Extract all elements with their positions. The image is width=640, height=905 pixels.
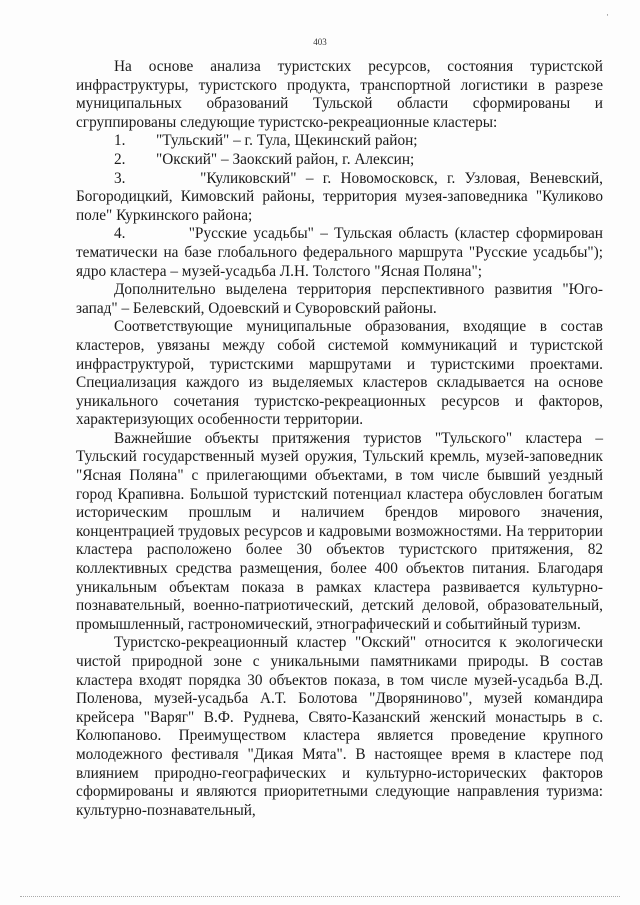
cluster-text: "Тульский" – г. Тула, Щекинский район; <box>156 132 418 150</box>
cluster-item <box>76 132 603 151</box>
cluster-number: 1. <box>114 132 126 150</box>
document-body <box>76 58 603 820</box>
scan-edge <box>20 894 620 897</box>
cluster-item-4 <box>76 225 603 281</box>
scan-mark: · <box>606 10 609 20</box>
cluster-item <box>76 151 603 170</box>
body-paragraph: Дополнительно выделена территория перспективного развития "Юго-запад" – Белевский, Одоевский и Суворовский районы. <box>76 281 603 317</box>
body-paragraph: Туристско-рекреационный кластер "Окский" относится к экологически чистой природной зоне с уникальными памятниками природы. В состав кластера входят порядка 30 объектов показа, в том числе музей-усадьба В.Д. Поленова, музей-усадьба А.Т. Болотова "Дворяниново", музей командира крейсера "Варяг" В.Ф. Руднева, Свято-Казанский женский монастырь в с. Колюпаново. Преимуществом кластера является проведение крупного молодежного фестиваля "Дикая Мята". В настоящее время в кластере под влиянием природно-географических и культурно-исторических факторов сформированы и являются приоритетными следующие направления туризма: культурно-познавательный, <box>76 634 603 819</box>
cluster-item-3 <box>76 170 603 226</box>
cluster-text: "Куликовский" – г. Новомосковск, г. Узловая, Веневский, Богородицкий, Кимовский районы, территория музея-заповедника "Куликово поле" Куркинского района; <box>76 169 604 224</box>
page-number: 403 <box>313 37 327 47</box>
intro-paragraph: На основе анализа туристских ресурсов, состояния туристской инфраструктуры, туристского продукта, транспортной логистики в разрезе муниципальных образований Тульской области сформированы и сгруппированы следующие туристско-рекреационные кластеры: <box>76 58 603 131</box>
cluster-number: 3. <box>114 169 126 187</box>
body-paragraph: Соответствующие муниципальные образования, входящие в состав кластеров, увязаны между собой системой коммуникаций и туристской инфраструктурой, туристскими маршрутами и туристскими проектами. Специализация каждого из выделяемых кластеров складывается на основе уникального сочетания туристско-рекреационных ресурсов и факторов, характеризующих особенности территории. <box>76 318 603 429</box>
cluster-text: "Окский" – Заокский район, г. Алексин; <box>156 150 415 168</box>
body-paragraph: Важнейшие объекты притяжения туристов "Тульского" кластера – Тульский государственный музей оружия, Тульский кремль, музей-заповедник "Ясная Поляна" с прилегающими объектами, в том числе бывший уездный город Крапивна. Большой туристский потенциал кластера обусловлен богатым историческим прошлым и наличием брендов мирового значения, концентрацией трудовых ресурсов и кадровыми возможностями. На территории кластера расположено более 30 объектов туристского притяжения, 82 коллективных средства размещения, более 400 объектов питания. Благодаря уникальным объектам показа в рамках кластера развивается культурно-познавательный, военно-патриотический, детский деловой, образовательный, промышленный, гастрономический, этнографический и событийный туризм. <box>76 429 603 633</box>
cluster-number: 4. <box>114 225 126 243</box>
cluster-text: "Русские усадьбы" – Тульская область (кластер сформирован тематически на базе глобального федерального маршрута "Русские усадьбы"); ядро кластера – музей-усадьба Л.Н. Толстого "Ясная Поляна"; <box>76 225 603 280</box>
cluster-number: 2. <box>114 150 126 168</box>
